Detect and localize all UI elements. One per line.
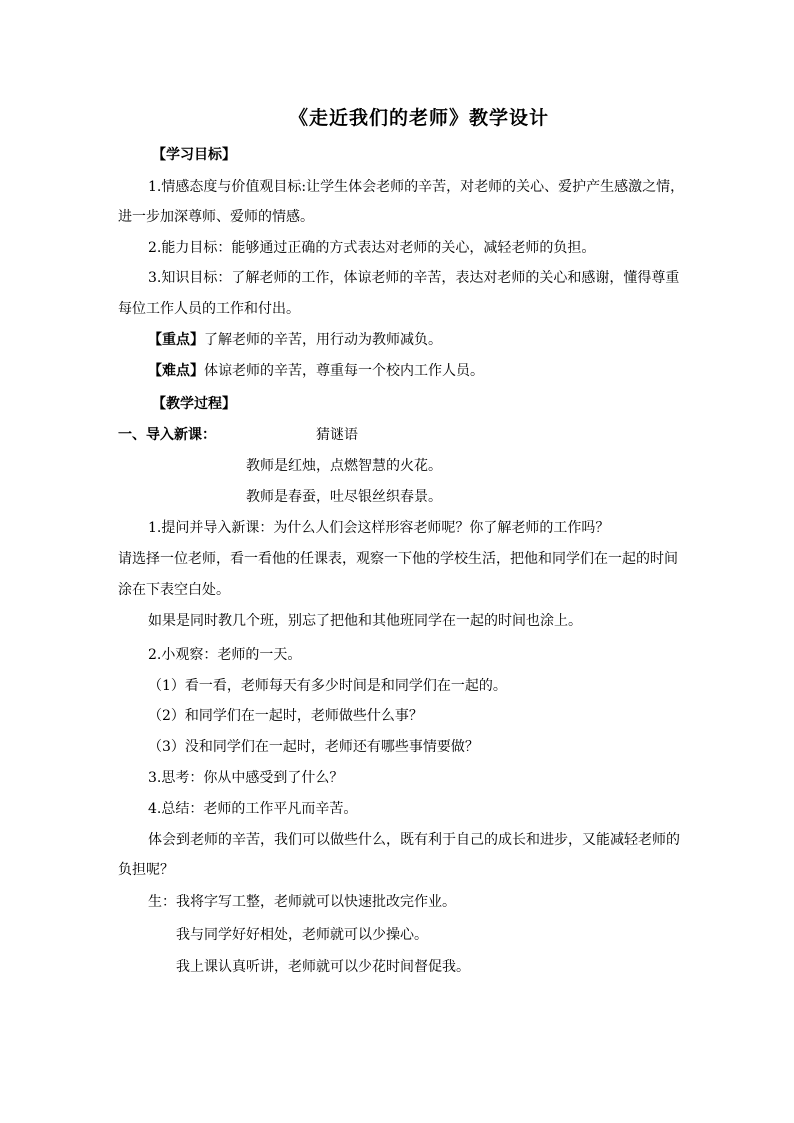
document-title: 《走近我们的老师》教学设计: [288, 107, 549, 129]
intro-riddle-label: 猜谜语: [316, 427, 358, 443]
student-answer-1: 我将字写工整，老师就可以快速批改完作业。: [176, 894, 456, 910]
sub-question-3: （3）没和同学们在一起时，老师还有哪些事情要做？: [148, 739, 479, 755]
intro-heading: 一、导入新课：: [118, 427, 216, 443]
objective-3-line-1: 3.知识目标：了解老师的工作，体谅老师的辛苦，表达对老师的关心和感谢，懂得尊重: [148, 270, 680, 286]
reflection-line-1: 体会到老师的辛苦，我们可以做些什么，既有利于自己的成长和进步，又能减轻老师的: [148, 832, 680, 848]
instruction-note: 如果是同时教几个班，别忘了把他和其他班同学在一起的时间也涂上。: [148, 613, 582, 629]
difficulty-label: 【难点】: [148, 363, 204, 379]
key-point-label: 【重点】: [148, 332, 204, 348]
riddle-2: 教师是春蚕，吐尽银丝织春景。: [246, 489, 442, 505]
student-answer-3: 我上课认真听讲，老师就可以少花时间督促我。: [176, 959, 470, 975]
objective-1-line-1: 1.情感态度与价值观目标:让学生体会老师的辛苦，对老师的关心、爱护产生感激之情，: [148, 179, 685, 195]
objectives-heading: 【学习目标】: [152, 147, 236, 163]
riddle-1: 教师是红烛，点燃智慧的火花。: [246, 458, 442, 474]
objective-1-line-2: 进一步加深尊师、爱师的情感。: [118, 209, 314, 225]
instruction-line-1: 请选择一位老师，看一看他的任课表，观察一下他的学校生活，把他和同学们在一起的时间: [118, 551, 678, 567]
sub-question-1: （1）看一看，老师每天有多少时间是和同学们在一起的。: [148, 678, 507, 694]
reflection-line-2: 负担呢？: [118, 862, 174, 878]
objective-2: 2.能力目标：能够通过正确的方式表达对老师的关心，减轻老师的负担。: [148, 240, 596, 256]
step-1: 1.提问并导入新课：为什么人们会这样形容老师呢？你了解老师的工作吗？: [148, 520, 610, 536]
instruction-line-2: 涂在下表空白处。: [118, 582, 230, 598]
student-answer-row-1: [148, 892, 456, 912]
key-point-text: 了解老师的辛苦，用行动为教师减负。: [204, 332, 442, 348]
key-point: [148, 330, 442, 350]
step-4: 4.总结：老师的工作平凡而辛苦。: [148, 801, 358, 817]
difficulty: [148, 361, 484, 381]
student-label: 生：: [148, 894, 176, 910]
difficulty-text: 体谅老师的辛苦，尊重每一个校内工作人员。: [204, 363, 484, 379]
student-answer-2: 我与同学好好相处，老师就可以少操心。: [176, 927, 428, 943]
process-heading: 【教学过程】: [152, 396, 236, 412]
step-2: 2.小观察：老师的一天。: [148, 647, 302, 663]
objective-3-line-2: 每位工作人员的工作和付出。: [118, 301, 300, 317]
sub-question-2: （2）和同学们在一起时，老师做些什么事？: [148, 708, 423, 724]
step-3: 3.思考：你从中感受到了什么？: [148, 770, 344, 786]
